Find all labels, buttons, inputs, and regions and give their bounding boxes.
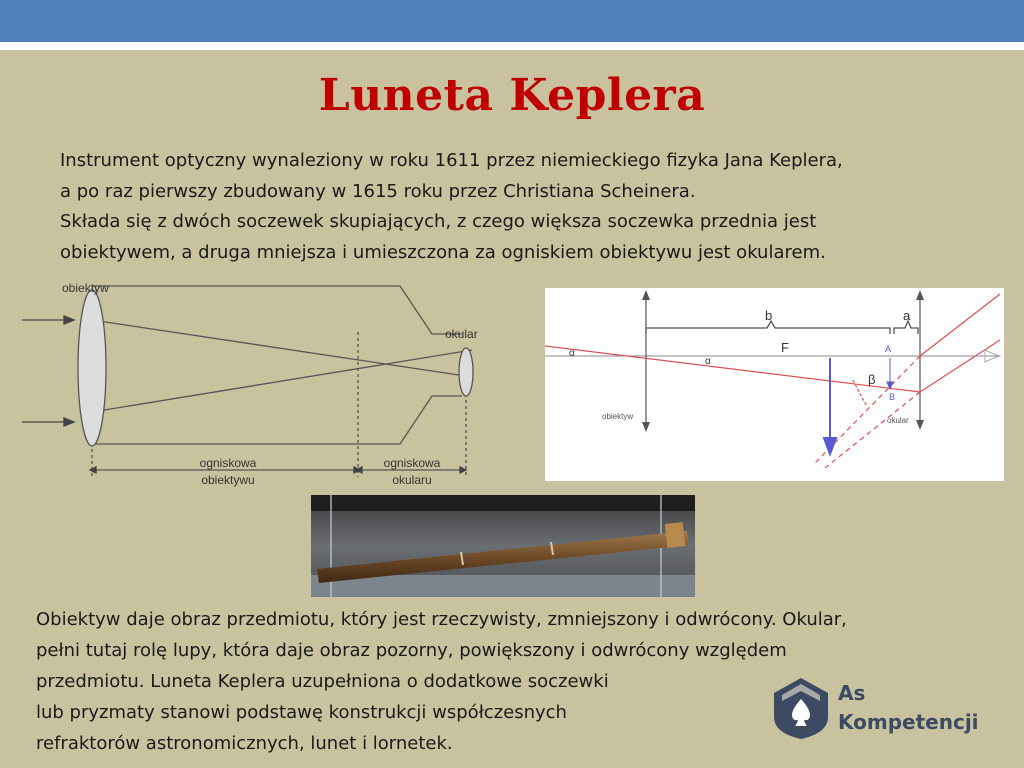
telescope-photo bbox=[311, 495, 695, 597]
spade-shield-icon bbox=[770, 675, 832, 741]
outro-line: lub pryzmaty stanowi podstawę konstrukcji współczesnych bbox=[36, 702, 567, 723]
distance-b-label: b bbox=[765, 308, 773, 323]
objective-lens-icon bbox=[78, 290, 106, 446]
focal-objective-label: ogniskowa bbox=[199, 456, 257, 470]
beta-label: β bbox=[868, 372, 876, 387]
slide-title: Luneta Keplera bbox=[318, 70, 706, 121]
focus-label: F bbox=[781, 340, 789, 355]
point-a-label: A bbox=[885, 344, 892, 354]
outro-line: przedmiotu. Luneta Keplera uzupełniona o dodatkowe soczewki bbox=[36, 671, 609, 692]
telescope-ray-diagram bbox=[20, 272, 535, 497]
magnification-diagram bbox=[545, 288, 1004, 481]
focal-eyepiece-label: ogniskowa bbox=[383, 456, 441, 470]
intro-line: a po raz pierwszy zbudowany w 1615 roku przez Christiana Scheinera. bbox=[60, 180, 696, 202]
logo-line: Kompetencji bbox=[838, 710, 979, 734]
eyepiece-label: okular bbox=[445, 327, 478, 341]
as-kompetencji-logo bbox=[770, 675, 1000, 745]
objective-label: obiektyw bbox=[602, 412, 634, 421]
point-b-label: B bbox=[889, 392, 896, 402]
intro-line: Składa się z dwóch soczewek skupiających, z czego większa soczewka przednia jest bbox=[60, 211, 817, 232]
logo-text bbox=[838, 679, 979, 737]
focal-objective-label: obiektywu bbox=[201, 473, 255, 487]
focal-eyepiece-label: okularu bbox=[392, 473, 432, 487]
alpha-left-label: α bbox=[569, 348, 575, 359]
alpha-mid-label: α bbox=[705, 356, 711, 367]
distance-a-label: a bbox=[903, 308, 911, 323]
outro-line: pełni tutaj rolę lupy, która daje obraz pozorny, powiększony i odwrócony względem bbox=[36, 640, 787, 661]
intro-line: Instrument optyczny wynaleziony w roku 1611 przez niemieckiego fizyka Jana Keplera, bbox=[60, 150, 843, 171]
logo-line: As bbox=[838, 681, 866, 705]
outro-line: Obiektyw daje obraz przedmiotu, który jest rzeczywisty, zmniejszony i odwrócony. Okular, bbox=[36, 609, 847, 630]
intro-line: obiektywem, a druga mniejsza i umieszczona za ogniskiem obiektywu jest okularem. bbox=[60, 241, 826, 263]
intro-text bbox=[60, 146, 980, 268]
top-divider bbox=[0, 42, 1024, 50]
eyepiece-lens-icon bbox=[459, 348, 473, 396]
outro-line: refraktorów astronomicznych, lunet i lornetek. bbox=[36, 733, 453, 754]
objective-label: obiektyw bbox=[62, 281, 109, 295]
eyepiece-label: okular bbox=[887, 416, 909, 425]
top-bar bbox=[0, 0, 1024, 42]
